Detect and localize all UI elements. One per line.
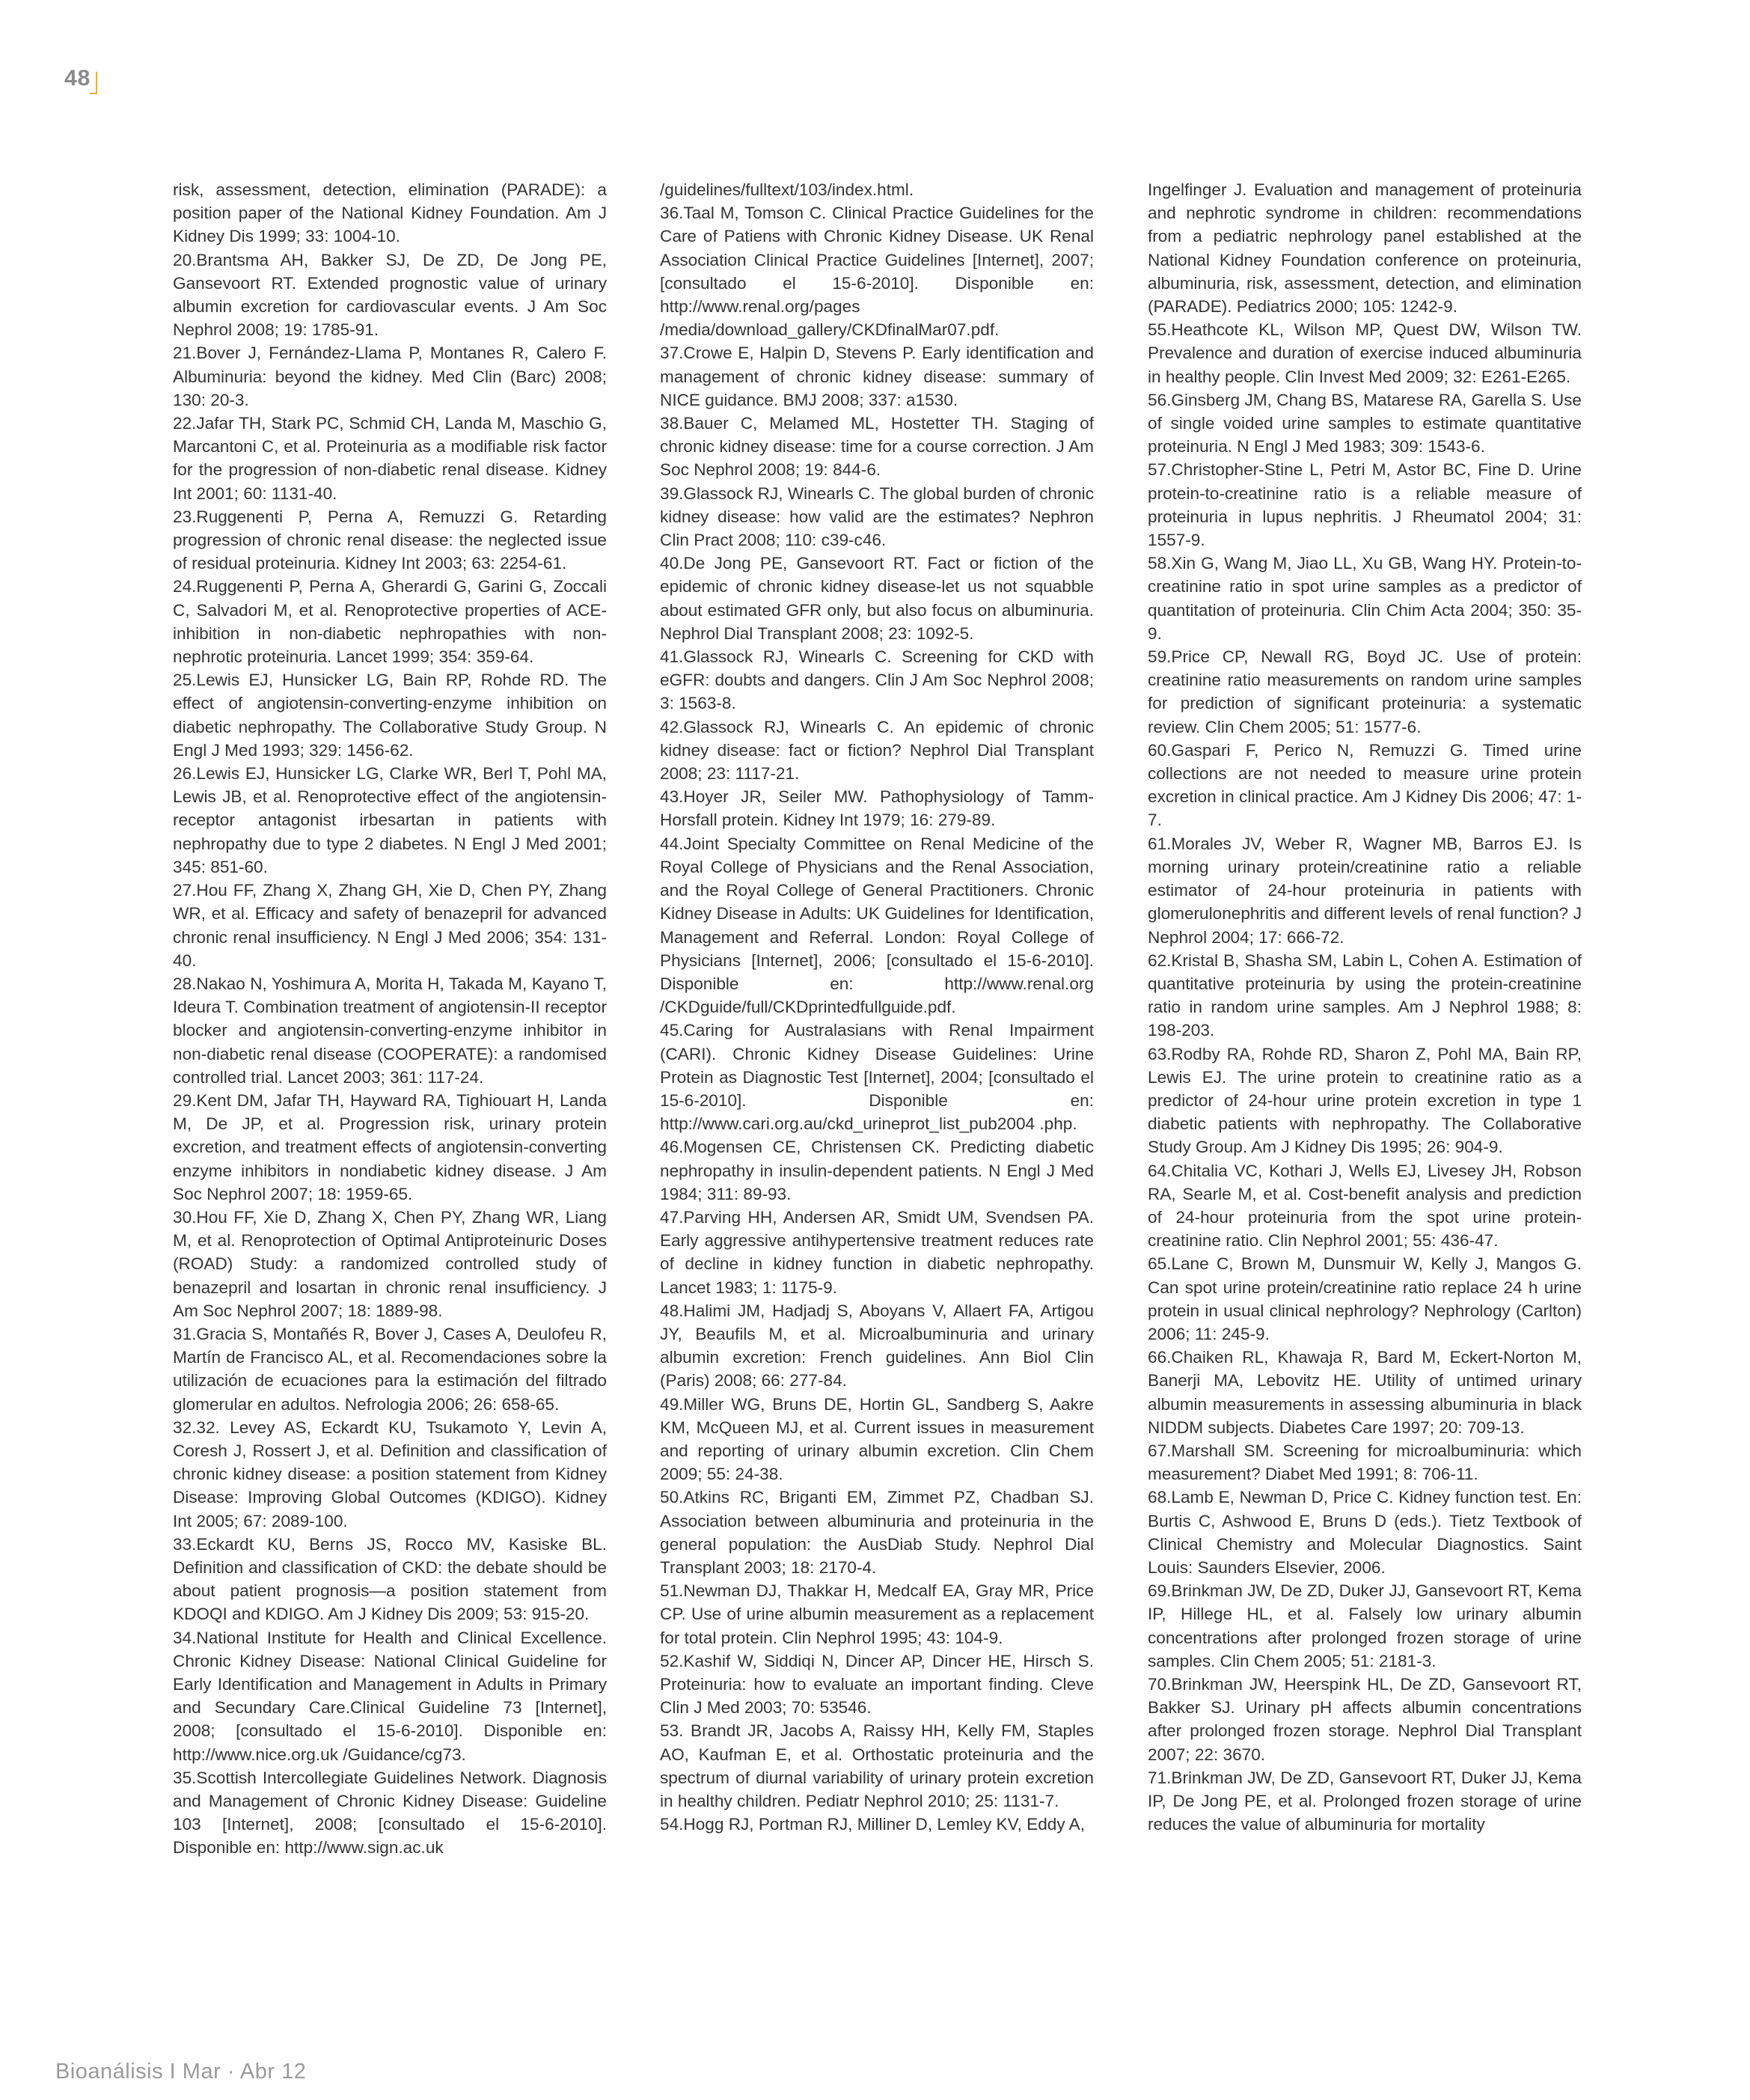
reference-entry: 71.Brinkman JW, De ZD, Gansevoort RT, Duker JJ, Kema IP, De Jong PE, et al. Prolonged frozen storage of urine reduces the value of albuminuria for mortality — [1148, 1768, 1582, 1834]
reference-entry: Ingelfinger J. Evaluation and management of proteinuria and nephrotic syndrome in children: recommendations from a pediatric nephrology panel established at the National Kidney Foundation conference on proteinuria, albuminuria, risk, assessment, detection, and elimination (PARADE). Pediatrics 2000; 105: 1242-9. — [1148, 180, 1582, 317]
reference-entry: 25.Lewis EJ, Hunsicker LG, Bain RP, Rohde RD. The effect of angiotensin-converting-enzyme inhibition on diabetic nephropathy. The Collaborative Study Group. N Engl J Med 1993; 329: 1456-62. — [173, 671, 607, 760]
reference-entry: 42.Glassock RJ, Winearls C. An epidemic of chronic kidney disease: fact or fiction? Nephrol Dial Transplant 2008; 23: 1117-21. — [660, 717, 1094, 784]
reference-entry: 49.Miller WG, Bruns DE, Hortin GL, Sandberg S, Aakre KM, McQueen MJ, et al. Current issues in measurement and reporting of urinary albumin excretion. Clin Chem 2009; 55: 24-38. — [660, 1394, 1094, 1484]
reference-entry: 50.Atkins RC, Briganti EM, Zimmet PZ, Chadban SJ. Association between albuminuria and proteinuria in the general population: the AusDiab Study. Nephrol Dial Transplant 2003; 18: 2170-4. — [660, 1488, 1094, 1577]
reference-entry: 56.Ginsberg JM, Chang BS, Matarese RA, Garella S. Use of single voided urine samples to estimate quantitative proteinuria. N Engl J Med 1983; 309: 1543-6. — [1148, 390, 1582, 457]
reference-entry: 30.Hou FF, Xie D, Zhang X, Chen PY, Zhang WR, Liang M, et al. Renoprotection of Optimal Antiproteinuric Doses (ROAD) Study: a randomized controlled study of benazepril and losartan in chronic renal insufficiency. J Am Soc Nephrol 2007; 18: 1889-98. — [173, 1207, 607, 1320]
reference-entry: 20.Brantsma AH, Bakker SJ, De ZD, De Jong PE, Gansevoort RT. Extended prognostic value of urinary albumin excretion for cardiovascular events. J Am Soc Nephrol 2008; 19: 1785-91. — [173, 250, 607, 340]
reference-entry: 44.Joint Specialty Committee on Renal Medicine of the Royal College of Physicians and the Renal Association, and the Royal College of General Practitioners. Chronic Kidney Disease in Adults: UK Guidelines for Identification, Management and Referral. London: Royal College of Physicians [Internet], 2006; [consultado el 15-6-2010]. Disponible en: http://www.renal.org /CKDguide/full/CKDprintedfullguide.pdf. — [660, 834, 1094, 1017]
reference-entry: 33.Eckardt KU, Berns JS, Rocco MV, Kasiske BL. Definition and classification of CKD: the debate should be about patient prognosis—a position statement from KDOQI and KDIGO. Am J Kidney Dis 2009; 53: 915-20. — [173, 1534, 607, 1624]
reference-entry: 22.Jafar TH, Stark PC, Schmid CH, Landa M, Maschio G, Marcantoni C, et al. Proteinuria as a modifiable risk factor for the progression of non-diabetic renal disease. Kidney Int 2001; 60: 1131-40. — [173, 414, 607, 503]
reference-entry: 29.Kent DM, Jafar TH, Hayward RA, Tighiouart H, Landa M, De JP, et al. Progression risk, urinary protein excretion, and treatment effects of angiotensin-converting enzyme inhibitors in nondiabetic kidney disease. J Am Soc Nephrol 2007; 18: 1959-65. — [173, 1090, 607, 1203]
reference-entry: risk, assessment, detection, elimination (PARADE): a position paper of the National Kidney Foundation. Am J Kidney Dis 1999; 33: 1004-10. — [173, 180, 607, 246]
reference-entry: 46.Mogensen CE, Christensen CK. Predicting diabetic nephropathy in insulin-dependent patients. N Engl J Med 1984; 311: 89-93. — [660, 1138, 1094, 1203]
reference-entry: 45.Caring for Australasians with Renal Impairment (CARI). Chronic Kidney Disease Guidelines: Urine Protein as Diagnostic Test [Internet], 2004; [consultado el 15-6-2010]. Disponible en: http://www.cari.org.au/ckd_urineprot_list_pub2004 .php. — [660, 1021, 1094, 1134]
page-number: 48 — [64, 66, 91, 91]
reference-entry: 53. Brandt JR, Jacobs A, Raissy HH, Kelly FM, Staples AO, Kaufman E, et al. Orthostatic proteinuria and the spectrum of diurnal variability of urinary protein excretion in healthy children. Pediatr Nephrol 2010; 25: 1131-7. — [660, 1721, 1094, 1811]
reference-entry: 60.Gaspari F, Perico N, Remuzzi G. Timed urine collections are not needed to measure urine protein excretion in clinical practice. Am J Kidney Dis 2006; 47: 1-7. — [1148, 740, 1582, 830]
reference-entry: 48.Halimi JM, Hadjadj S, Aboyans V, Allaert FA, Artigou JY, Beaufils M, et al. Microalbuminuria and urinary albumin excretion: French guidelines. Ann Biol Clin (Paris) 2008; 66: 277-84. — [660, 1301, 1094, 1391]
reference-entry: 26.Lewis EJ, Hunsicker LG, Clarke WR, Berl T, Pohl MA, Lewis JB, et al. Renoprotective effect of the angiotensin-receptor antagonist irbesartan in patients with nephropathy due to type 2 diabetes. N Engl J Med 2001; 345: 851-60. — [173, 764, 607, 876]
reference-entry: 40.De Jong PE, Gansevoort RT. Fact or fiction of the epidemic of chronic kidney disease-let us not squabble about estimated GFR only, but also focus on albuminuria. Nephrol Dial Transplant 2008; 23: 1092-5. — [660, 554, 1094, 643]
reference-entry: 36.Taal M, Tomson C. Clinical Practice Guidelines for the Care of Patiens with Chronic Kidney Disease. UK Renal Association Clinical Practice Guidelines [Internet], 2007; [consultado el 15-6-2010]. Disponible en: http://www.renal.org/pages /media/download_gallery/CKDfinalMar07.pdf. — [660, 204, 1094, 340]
reference-entry: 70.Brinkman JW, Heerspink HL, De ZD, Gansevoort RT, Bakker SJ. Urinary pH affects albumin concentrations after prolonged frozen storage. Nephrol Dial Transplant 2007; 22: 3670. — [1148, 1675, 1582, 1764]
reference-column-3 — [1148, 178, 1582, 1836]
reference-entry: 67.Marshall SM. Screening for microalbuminuria: which measurement? Diabet Med 1991; 8: 706-11. — [1148, 1441, 1582, 1484]
reference-entry: 43.Hoyer JR, Seiler MW. Pathophysiology of Tamm-Horsfall protein. Kidney Int 1979; 16: 279-89. — [660, 787, 1094, 830]
footer-publication: Bioanálisis I Mar · Abr 12 — [55, 2060, 307, 2084]
reference-entry: 62.Kristal B, Shasha SM, Labin L, Cohen A. Estimation of quantitative proteinuria by using the protein-creatinine ratio in random urine samples. Am J Nephrol 1988; 8: 198-203. — [1148, 950, 1582, 1040]
reference-entry: 58.Xin G, Wang M, Jiao LL, Xu GB, Wang HY. Protein-to-creatinine ratio in spot urine samples as a predictor of quantitation of proteinuria. Clin Chim Acta 2004; 350: 35-9. — [1148, 554, 1582, 643]
reference-entry: 35.Scottish Intercollegiate Guidelines Network. Diagnosis and Management of Chronic Kidney Disease: Guideline 103 [Internet], 2008; [consultado el 15-6-2010]. Disponible en: http://www.sign.ac.uk — [173, 1768, 607, 1858]
reference-entry: 65.Lane C, Brown M, Dunsmuir W, Kelly J, Mangos G. Can spot urine protein/creatinine ratio replace 24 h urine protein in usual clinical nephrology? Nephrology (Carlton) 2006; 11: 245-9. — [1148, 1254, 1582, 1343]
reference-entry: 59.Price CP, Newall RG, Boyd JC. Use of protein: creatinine ratio measurements on random urine samples for prediction of significant proteinuria: a systematic review. Clin Chem 2005; 51: 1577-6. — [1148, 647, 1582, 736]
reference-entry: 47.Parving HH, Andersen AR, Smidt UM, Svendsen PA. Early aggressive antihypertensive treatment reduces rate of decline in kidney function in diabetic nephropathy. Lancet 1983; 1: 1175-9. — [660, 1207, 1094, 1297]
reference-entry: 24.Ruggenenti P, Perna A, Gherardi G, Garini G, Zoccali C, Salvadori M, et al. Renoprotective properties of ACE-inhibition in non-diabetic nephropathies with non-nephrotic proteinuria. Lancet 1999; 354: 359-64. — [173, 577, 607, 667]
reference-entry: 57.Christopher-Stine L, Petri M, Astor BC, Fine D. Urine protein-to-creatinine ratio is a reliable measure of proteinuria in lupus nephritis. J Rheumatol 2004; 31: 1557-9. — [1148, 460, 1582, 550]
reference-entry: 39.Glassock RJ, Winearls C. The global burden of chronic kidney disease: how valid are the estimates? Nephron Clin Pract 2008; 110: c39-c46. — [660, 483, 1094, 550]
reference-entry: 21.Bover J, Fernández-Llama P, Montanes R, Calero F. Albuminuria: beyond the kidney. Med Clin (Barc) 2008; 130: 20-3. — [173, 344, 607, 409]
reference-entry: 23.Ruggenenti P, Perna A, Remuzzi G. Retarding progression of chronic renal disease: the neglected issue of residual proteinuria. Kidney Int 2003; 63: 2254-61. — [173, 507, 607, 573]
reference-entry: 32.32. Levey AS, Eckardt KU, Tsukamoto Y, Levin A, Coresh J, Rossert J, et al. Definition and classification of chronic kidney disease: a position statement from Kidney Disease: Improving Global Outcomes (KDIGO). Kidney Int 2005; 67: 2089-100. — [173, 1417, 607, 1530]
reference-column-1 — [173, 178, 607, 1860]
reference-entry: 41.Glassock RJ, Winearls C. Screening for CKD with eGFR: doubts and dangers. Clin J Am Soc Nephrol 2008; 3: 1563-8. — [660, 647, 1094, 713]
reference-entry: 37.Crowe E, Halpin D, Stevens P. Early identification and management of chronic kidney disease: summary of NICE guidance. BMJ 2008; 337: a1530. — [660, 344, 1094, 409]
reference-entry: /guidelines/fulltext/103/index.html. — [660, 180, 914, 199]
reference-entry: 55.Heathcote KL, Wilson MP, Quest DW, Wilson TW. Prevalence and duration of exercise induced albuminuria in healthy people. Clin Invest Med 2009; 32: E261-E265. — [1148, 320, 1582, 386]
reference-entry: 66.Chaiken RL, Khawaja R, Bard M, Eckert-Norton M, Banerji MA, Lebovitz HE. Utility of untimed urinary albumin measurements in assessing albuminuria in black NIDDM subjects. Diabetes Care 1997; 20: 709-13. — [1148, 1348, 1582, 1437]
reference-entry: 64.Chitalia VC, Kothari J, Wells EJ, Livesey JH, Robson RA, Searle M, et al. Cost-benefit analysis and prediction of 24-hour proteinuria from the spot urine protein-creatinine ratio. Clin Nephrol 2001; 55: 436-47. — [1148, 1161, 1582, 1251]
reference-entry: 69.Brinkman JW, De ZD, Duker JJ, Gansevoort RT, Kema IP, Hillege HL, et al. Falsely low urinary albumin concentrations after prolonged frozen storage of urine samples. Clin Chem 2005; 51: 2181-3. — [1148, 1581, 1582, 1670]
reference-column-2 — [660, 178, 1094, 1836]
reference-entry: 28.Nakao N, Yoshimura A, Morita H, Takada M, Kayano T, Ideura T. Combination treatment of angiotensin-II receptor blocker and angiotensin-converting-enzyme inhibitor in non-diabetic renal disease (COOPERATE): a randomised controlled trial. Lancet 2003; 361: 117-24. — [173, 974, 607, 1087]
reference-entry: 31.Gracia S, Montañés R, Bover J, Cases A, Deulofeu R, Martín de Francisco AL, et al. Recomendaciones sobre la utilización de ecuaciones para la estimación del filtrado glomerular en adultos. Nefrologia 2006; 26: 658-65. — [173, 1324, 607, 1414]
reference-entry: 27.Hou FF, Zhang X, Zhang GH, Xie D, Chen PY, Zhang WR, et al. Efficacy and safety of benazepril for advanced chronic renal insufficiency. N Engl J Med 2006; 354: 131-40. — [173, 881, 607, 970]
reference-entry: 54.Hogg RJ, Portman RJ, Milliner D, Lemley KV, Eddy A, — [660, 1815, 1086, 1834]
reference-entry: 68.Lamb E, Newman D, Price C. Kidney function test. En: Burtis C, Ashwood E, Bruns D (eds.). Tietz Textbook of Clinical Chemistry and Molecular Diagnostics. Saint Louis: Saunders Elsevier, 2006. — [1148, 1488, 1582, 1577]
reference-entry: 34.National Institute for Health and Clinical Excellence. Chronic Kidney Disease: National Clinical Guideline for Early Identification and Management in Adults in Primary and Secundary Care.Clinical Guideline 73 [Internet], 2008; [consultado el 15-6-2010]. Disponible en: http://www.nice.org.uk /Guidance/cg73. — [173, 1628, 607, 1764]
reference-entry: 52.Kashif W, Siddiqi N, Dincer AP, Dincer HE, Hirsch S. Proteinuria: how to evaluate an important finding. Cleve Clin J Med 2003; 70: 53546. — [660, 1651, 1094, 1718]
page-number-mark — [90, 72, 97, 94]
reference-entry: 38.Bauer C, Melamed ML, Hostetter TH. Staging of chronic kidney disease: time for a course correction. J Am Soc Nephrol 2008; 19: 844-6. — [660, 414, 1094, 480]
reference-entry: 61.Morales JV, Weber R, Wagner MB, Barros EJ. Is morning urinary protein/creatinine ratio a reliable estimator of 24-hour proteinuria in patients with glomerulonephritis and different levels of renal function? J Nephrol 2004; 17: 666-72. — [1148, 834, 1582, 947]
reference-entry: 63.Rodby RA, Rohde RD, Sharon Z, Pohl MA, Bain RP, Lewis EJ. The urine protein to creatinine ratio as a predictor of 24-hour urine protein excretion in type 1 diabetic patients with nephropathy. The Collaborative Study Group. Am J Kidney Dis 1995; 26: 904-9. — [1148, 1044, 1582, 1157]
reference-entry: 51.Newman DJ, Thakkar H, Medcalf EA, Gray MR, Price CP. Use of urine albumin measurement as a replacement for total protein. Clin Nephrol 1995; 43: 104-9. — [660, 1581, 1094, 1647]
